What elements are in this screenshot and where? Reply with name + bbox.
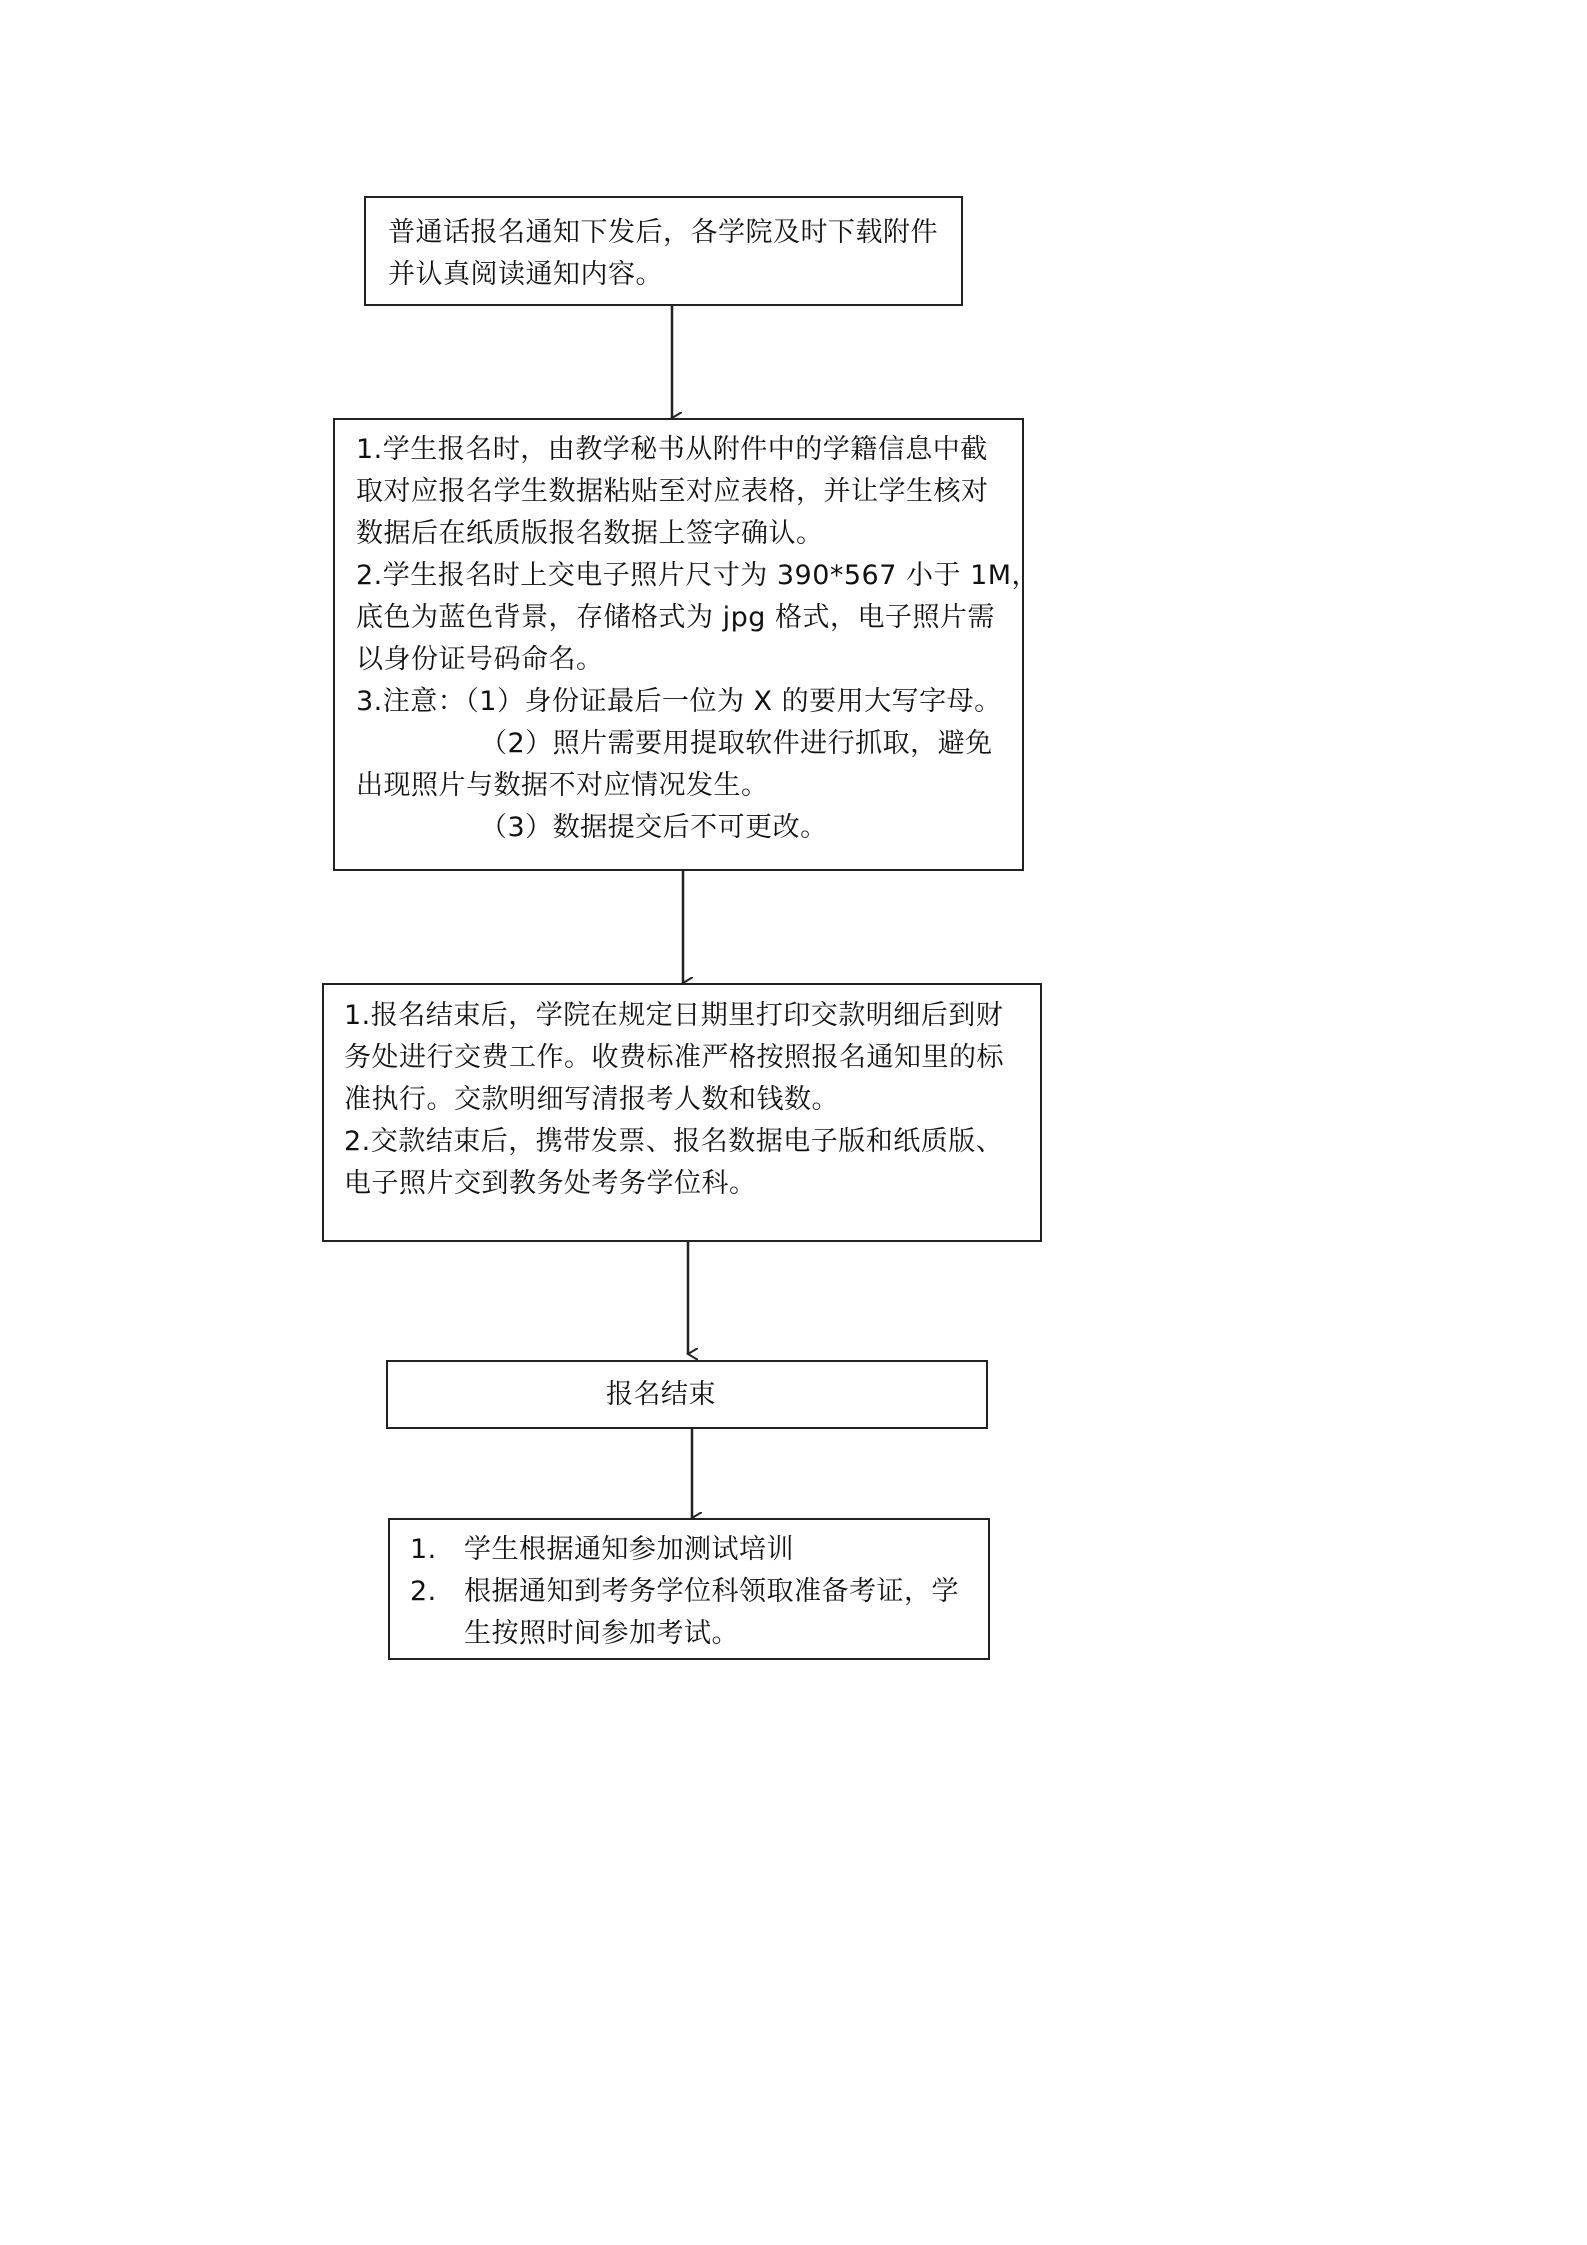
step2-line-1: 1.学生报名时，由教学秘书从附件中的学籍信息中截 [356, 434, 988, 465]
step5-item-1-text: 学生根据通知参加测试培训 [464, 1534, 794, 1565]
step3-line-5: 电子照片交到教务处考务学位科。 [344, 1168, 757, 1199]
step2-line-4: 2.学生报名时上交电子照片尺寸为 390*567 小于 1M， [356, 560, 1040, 591]
step2-line-3: 数据后在纸质版报名数据上签字确认。 [356, 518, 824, 549]
flow-step-4-box [386, 1360, 988, 1429]
step5-item-2 [410, 1571, 988, 1613]
step3-line-3: 准执行。交款明细写清报考人数和钱数。 [344, 1084, 839, 1115]
step1-line-1: 普通话报名通知下发后，各学院及时下载附件 [388, 217, 938, 248]
step2-line-7: 3.注意：（1）身份证最后一位为 X 的要用大写字母。 [356, 686, 1002, 717]
step5-item-2-number: 2. [410, 1576, 437, 1607]
step2-line-8: （2）照片需要用提取软件进行抓取，避免 [480, 728, 993, 759]
step5-item-2-text-cont: 生按照时间参加考试。 [464, 1618, 739, 1649]
flow-step-1-box [364, 196, 963, 306]
flow-step-5-box [388, 1518, 990, 1660]
flow-step-3-box [322, 983, 1042, 1242]
step3-line-4: 2.交款结束后，携带发票、报名数据电子版和纸质版、 [344, 1126, 1004, 1157]
step4-label: 报名结束 [606, 1378, 716, 1410]
flow-step-2-box [333, 418, 1040, 871]
step5-item-2-text: 根据通知到考务学位科领取准备考证，学 [464, 1576, 959, 1607]
step2-line-5: 底色为蓝色背景，存储格式为 jpg 格式，电子照片需 [356, 602, 995, 633]
step3-line-1: 1.报名结束后，学院在规定日期里打印交款明细后到财 [344, 1000, 1004, 1031]
step5-item-1-number: 1. [410, 1534, 437, 1565]
step3-line-2: 务处进行交费工作。收费标准严格按照报名通知里的标 [344, 1042, 1004, 1073]
step1-line-2: 并认真阅读通知内容。 [388, 259, 663, 290]
step2-line-10: （3）数据提交后不可更改。 [480, 812, 828, 843]
step2-line-6: 以身份证号码命名。 [356, 644, 604, 675]
step2-line-9: 出现照片与数据不对应情况发生。 [356, 770, 769, 801]
step5-item-1 [410, 1529, 988, 1571]
step2-line-2: 取对应报名学生数据粘贴至对应表格，并让学生核对 [356, 476, 989, 507]
